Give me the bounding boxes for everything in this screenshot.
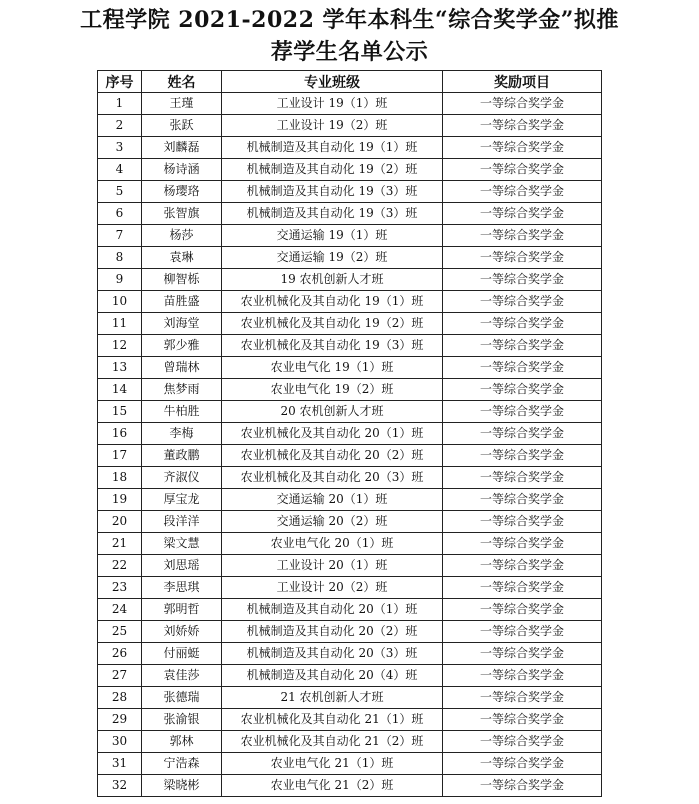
- cell-number: 3: [98, 137, 142, 159]
- cell-number: 9: [98, 269, 142, 291]
- cell-major-class: 农业机械化及其自动化 20（3）班: [222, 467, 443, 489]
- table-row: [98, 445, 602, 467]
- cell-major-class: 机械制造及其自动化 19（2）班: [222, 159, 443, 181]
- cell-name: 付丽蜓: [142, 643, 222, 665]
- cell-major-class: 农业机械化及其自动化 19（2）班: [222, 313, 443, 335]
- cell-number: 21: [98, 533, 142, 555]
- cell-name: 段洋洋: [142, 511, 222, 533]
- table-row: [98, 599, 602, 621]
- cell-award: 一等综合奖学金: [443, 489, 602, 511]
- cell-award: 一等综合奖学金: [443, 621, 602, 643]
- cell-number: 26: [98, 643, 142, 665]
- cell-number: 12: [98, 335, 142, 357]
- cell-major-class: 机械制造及其自动化 20（3）班: [222, 643, 443, 665]
- header-award: 奖励项目: [443, 71, 602, 93]
- cell-award: 一等综合奖学金: [443, 555, 602, 577]
- cell-number: 1: [98, 93, 142, 115]
- cell-number: 11: [98, 313, 142, 335]
- cell-number: 32: [98, 775, 142, 797]
- cell-major-class: 交通运输 20（2）班: [222, 511, 443, 533]
- cell-award: 一等综合奖学金: [443, 709, 602, 731]
- cell-number: 23: [98, 577, 142, 599]
- cell-major-class: 农业机械化及其自动化 20（2）班: [222, 445, 443, 467]
- cell-name: 刘海堂: [142, 313, 222, 335]
- cell-award: 一等综合奖学金: [443, 93, 602, 115]
- cell-number: 27: [98, 665, 142, 687]
- header-number: 序号: [98, 71, 142, 93]
- cell-major-class: 农业电气化 21（2）班: [222, 775, 443, 797]
- document-title-line1: 工程学院 2021-2022 学年本科生“综合奖学金”拟推: [80, 7, 619, 33]
- cell-major-class: 农业机械化及其自动化 21（2）班: [222, 731, 443, 753]
- cell-award: 一等综合奖学金: [443, 181, 602, 203]
- cell-award: 一等综合奖学金: [443, 599, 602, 621]
- cell-award: 一等综合奖学金: [443, 137, 602, 159]
- cell-major-class: 工业设计 20（2）班: [222, 577, 443, 599]
- table-header-row: [98, 71, 602, 93]
- cell-number: 6: [98, 203, 142, 225]
- cell-award: 一等综合奖学金: [443, 247, 602, 269]
- table-row: [98, 709, 602, 731]
- cell-name: 张智旗: [142, 203, 222, 225]
- cell-award: 一等综合奖学金: [443, 159, 602, 181]
- cell-name: 郭明哲: [142, 599, 222, 621]
- cell-name: 杨莎: [142, 225, 222, 247]
- cell-name: 牛柏胜: [142, 401, 222, 423]
- cell-major-class: 工业设计 19（1）班: [222, 93, 443, 115]
- cell-name: 董政鹏: [142, 445, 222, 467]
- cell-number: 29: [98, 709, 142, 731]
- table-row: [98, 225, 602, 247]
- cell-major-class: 交通运输 20（1）班: [222, 489, 443, 511]
- table-row: [98, 181, 602, 203]
- cell-award: 一等综合奖学金: [443, 665, 602, 687]
- cell-award: 一等综合奖学金: [443, 533, 602, 555]
- cell-name: 李思琪: [142, 577, 222, 599]
- cell-name: 梁晓彬: [142, 775, 222, 797]
- cell-major-class: 农业机械化及其自动化 21（1）班: [222, 709, 443, 731]
- cell-major-class: 工业设计 19（2）班: [222, 115, 443, 137]
- cell-number: 5: [98, 181, 142, 203]
- cell-name: 杨诗涵: [142, 159, 222, 181]
- cell-major-class: 20 农机创新人才班: [222, 401, 443, 423]
- cell-award: 一等综合奖学金: [443, 423, 602, 445]
- table-row: [98, 577, 602, 599]
- cell-number: 2: [98, 115, 142, 137]
- cell-name: 李梅: [142, 423, 222, 445]
- cell-number: 31: [98, 753, 142, 775]
- cell-award: 一等综合奖学金: [443, 335, 602, 357]
- cell-number: 8: [98, 247, 142, 269]
- cell-name: 杨璎珞: [142, 181, 222, 203]
- table-row: [98, 159, 602, 181]
- table-row: [98, 247, 602, 269]
- cell-name: 柳智栎: [142, 269, 222, 291]
- table-row: [98, 423, 602, 445]
- cell-number: 7: [98, 225, 142, 247]
- cell-number: 19: [98, 489, 142, 511]
- cell-award: 一等综合奖学金: [443, 225, 602, 247]
- cell-name: 王瑾: [142, 93, 222, 115]
- cell-award: 一等综合奖学金: [443, 753, 602, 775]
- table-row: [98, 511, 602, 533]
- cell-award: 一等综合奖学金: [443, 775, 602, 797]
- cell-name: 郭林: [142, 731, 222, 753]
- header-major-class: 专业班级: [222, 71, 443, 93]
- cell-major-class: 工业设计 20（1）班: [222, 555, 443, 577]
- table-row: [98, 313, 602, 335]
- cell-name: 刘思瑶: [142, 555, 222, 577]
- cell-number: 18: [98, 467, 142, 489]
- cell-award: 一等综合奖学金: [443, 203, 602, 225]
- cell-award: 一等综合奖学金: [443, 357, 602, 379]
- table-row: [98, 203, 602, 225]
- cell-name: 梁文慧: [142, 533, 222, 555]
- cell-name: 刘娇娇: [142, 621, 222, 643]
- cell-award: 一等综合奖学金: [443, 687, 602, 709]
- cell-award: 一等综合奖学金: [443, 379, 602, 401]
- cell-name: 张渝银: [142, 709, 222, 731]
- cell-major-class: 农业机械化及其自动化 19（1）班: [222, 291, 443, 313]
- table-row: [98, 621, 602, 643]
- cell-number: 25: [98, 621, 142, 643]
- cell-name: 焦梦雨: [142, 379, 222, 401]
- cell-major-class: 机械制造及其自动化 19（3）班: [222, 203, 443, 225]
- cell-major-class: 农业电气化 21（1）班: [222, 753, 443, 775]
- cell-number: 28: [98, 687, 142, 709]
- table-row: [98, 555, 602, 577]
- cell-major-class: 21 农机创新人才班: [222, 687, 443, 709]
- cell-name: 郭少雅: [142, 335, 222, 357]
- cell-major-class: 农业机械化及其自动化 19（3）班: [222, 335, 443, 357]
- table-row: [98, 93, 602, 115]
- cell-major-class: 农业机械化及其自动化 20（1）班: [222, 423, 443, 445]
- cell-award: 一等综合奖学金: [443, 445, 602, 467]
- cell-number: 17: [98, 445, 142, 467]
- table-row: [98, 687, 602, 709]
- cell-name: 刘麟磊: [142, 137, 222, 159]
- cell-name: 宁浩森: [142, 753, 222, 775]
- cell-major-class: 机械制造及其自动化 20（1）班: [222, 599, 443, 621]
- cell-award: 一等综合奖学金: [443, 731, 602, 753]
- cell-number: 22: [98, 555, 142, 577]
- cell-number: 24: [98, 599, 142, 621]
- cell-major-class: 机械制造及其自动化 20（2）班: [222, 621, 443, 643]
- cell-name: 袁佳莎: [142, 665, 222, 687]
- cell-award: 一等综合奖学金: [443, 401, 602, 423]
- table-row: [98, 775, 602, 797]
- cell-major-class: 机械制造及其自动化 19（1）班: [222, 137, 443, 159]
- cell-major-class: 19 农机创新人才班: [222, 269, 443, 291]
- document-title-line2: 荐学生名单公示: [270, 39, 429, 65]
- table-row: [98, 731, 602, 753]
- cell-number: 16: [98, 423, 142, 445]
- cell-award: 一等综合奖学金: [443, 467, 602, 489]
- cell-award: 一等综合奖学金: [443, 511, 602, 533]
- scholarship-table: [97, 70, 602, 797]
- table-row: [98, 357, 602, 379]
- table-row: [98, 753, 602, 775]
- cell-award: 一等综合奖学金: [443, 313, 602, 335]
- cell-award: 一等综合奖学金: [443, 115, 602, 137]
- cell-award: 一等综合奖学金: [443, 577, 602, 599]
- cell-name: 齐淑仪: [142, 467, 222, 489]
- cell-number: 13: [98, 357, 142, 379]
- cell-major-class: 机械制造及其自动化 19（3）班: [222, 181, 443, 203]
- table-row: [98, 401, 602, 423]
- cell-award: 一等综合奖学金: [443, 269, 602, 291]
- cell-name: 张德瑞: [142, 687, 222, 709]
- table-row: [98, 269, 602, 291]
- cell-major-class: 农业电气化 19（1）班: [222, 357, 443, 379]
- table-row: [98, 489, 602, 511]
- table-body: [98, 93, 602, 797]
- cell-number: 4: [98, 159, 142, 181]
- cell-number: 15: [98, 401, 142, 423]
- cell-name: 袁琳: [142, 247, 222, 269]
- cell-award: 一等综合奖学金: [443, 291, 602, 313]
- cell-name: 张跃: [142, 115, 222, 137]
- cell-major-class: 交通运输 19（2）班: [222, 247, 443, 269]
- cell-number: 14: [98, 379, 142, 401]
- table-row: [98, 137, 602, 159]
- cell-name: 曾瑞林: [142, 357, 222, 379]
- cell-major-class: 农业电气化 20（1）班: [222, 533, 443, 555]
- cell-number: 30: [98, 731, 142, 753]
- cell-major-class: 交通运输 19（1）班: [222, 225, 443, 247]
- cell-name: 苗胜盛: [142, 291, 222, 313]
- table-row: [98, 115, 602, 137]
- cell-name: 厚宝龙: [142, 489, 222, 511]
- table-row: [98, 665, 602, 687]
- cell-major-class: 农业电气化 19（2）班: [222, 379, 443, 401]
- cell-number: 10: [98, 291, 142, 313]
- cell-award: 一等综合奖学金: [443, 643, 602, 665]
- table-row: [98, 467, 602, 489]
- table-row: [98, 335, 602, 357]
- table-row: [98, 533, 602, 555]
- table-row: [98, 379, 602, 401]
- table-row: [98, 291, 602, 313]
- cell-number: 20: [98, 511, 142, 533]
- header-name: 姓名: [142, 71, 222, 93]
- table-row: [98, 643, 602, 665]
- cell-major-class: 机械制造及其自动化 20（4）班: [222, 665, 443, 687]
